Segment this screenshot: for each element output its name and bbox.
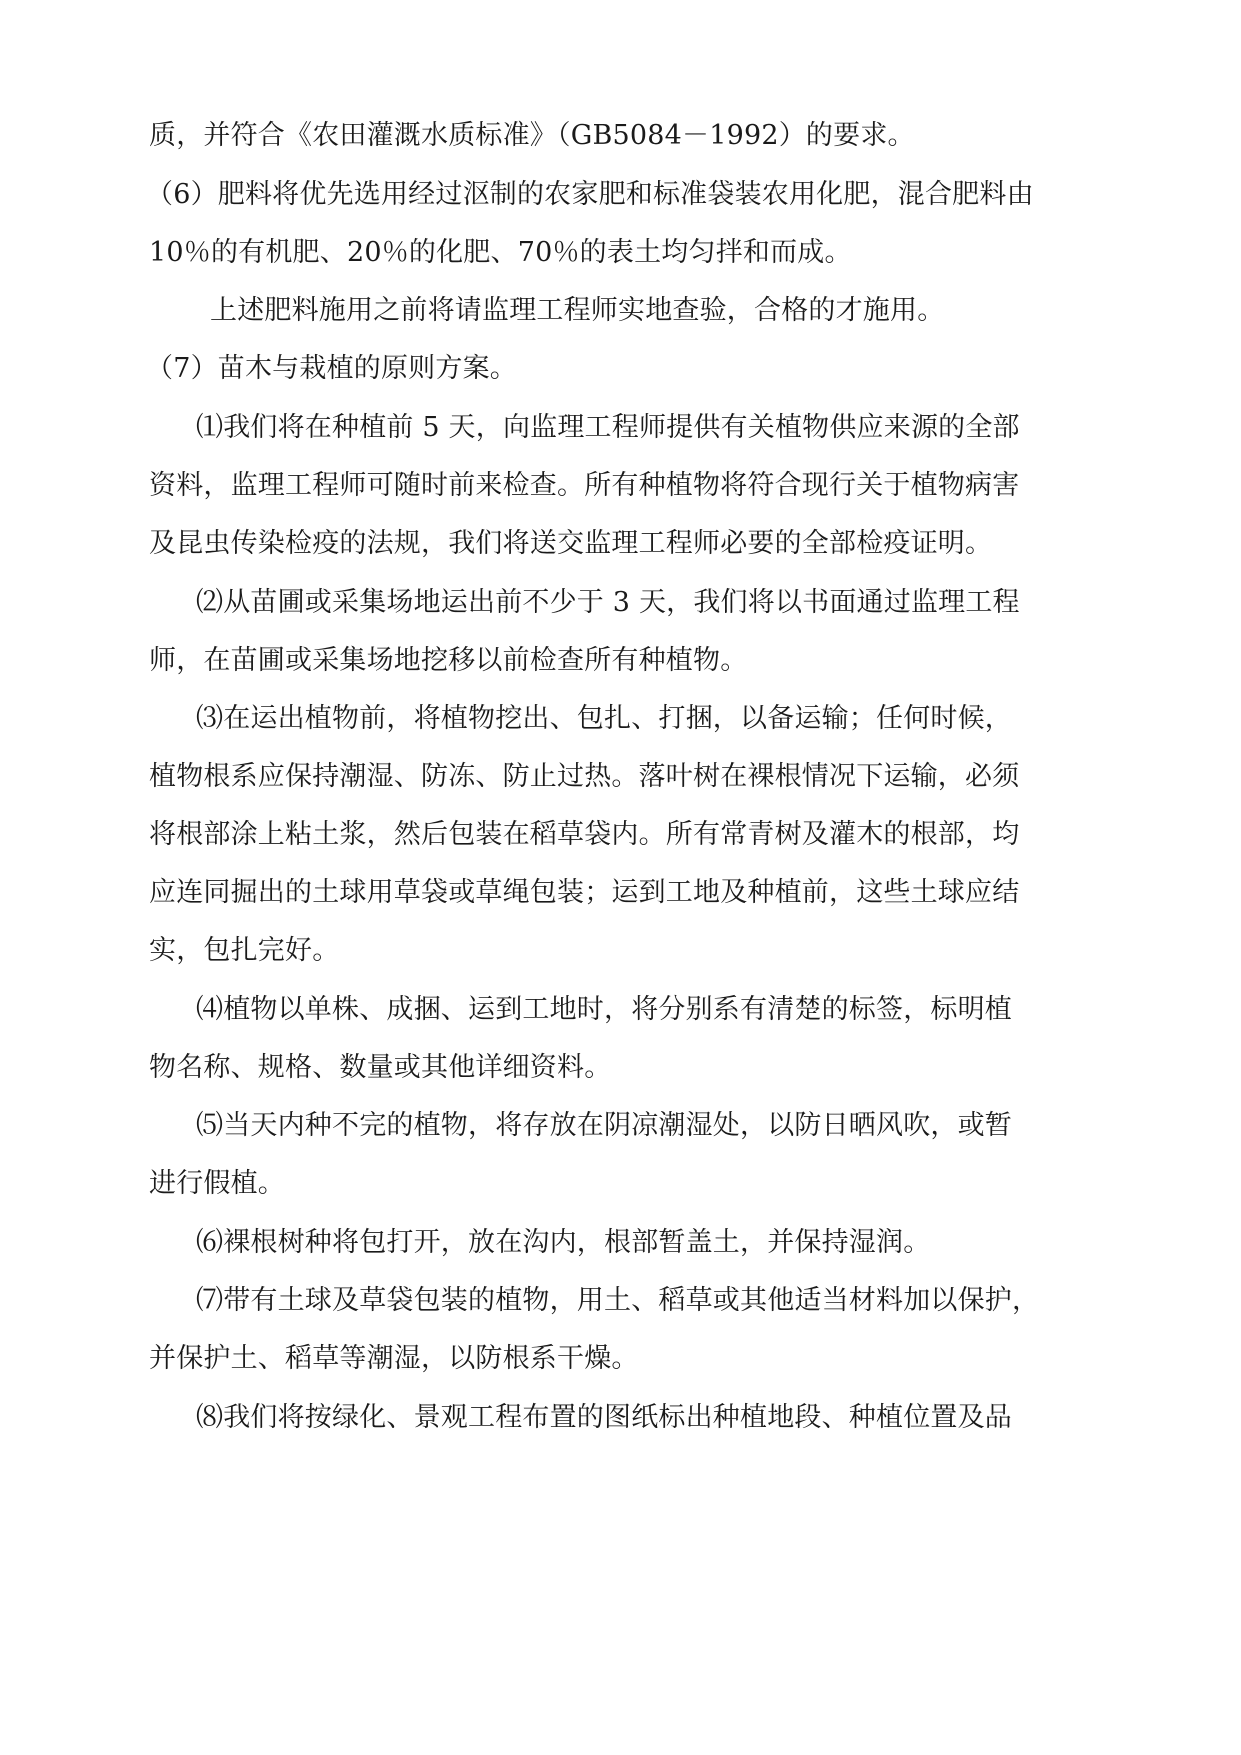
text-line: 植物根系应保持潮湿、防冻、防止过热。落叶树在裸根情况下运输，必须 (149, 761, 1020, 792)
text-line: ⑺带有土球及草袋包装的植物，用土、稻草或其他适当材料加以保护， (196, 1285, 1040, 1316)
text-line: ⑹裸根树种将包打开，放在沟内，根部暂盖土，并保持湿润。 (196, 1227, 931, 1258)
text-line: 并保护土、稻草等潮湿，以防根系干燥。 (149, 1343, 639, 1374)
text-line: ⑸当天内种不完的植物，将存放在阴凉潮湿处，以防日晒风吹，或暂 (196, 1110, 1012, 1141)
text-line: 实，包扎完好。 (149, 935, 340, 966)
text-line: 进行假植。 (149, 1168, 285, 1199)
text-line: 及昆虫传染检疫的法规，我们将送交监理工程师必要的全部检疫证明。 (149, 528, 993, 559)
text-line: 将根部涂上粘土浆，然后包装在稻草袋内。所有常青树及灌木的根部，均 (149, 819, 1020, 850)
text-line: （7）苗木与栽植的原则方案。 (146, 353, 517, 384)
text-line: （6）肥料将优先选用经过沤制的农家肥和标准袋装农用化肥，混合肥料由 (146, 179, 1034, 210)
text-line: 质，并符合《农田灌溉水质标准》（GB5084－1992）的要求。 (149, 120, 915, 151)
text-line: 应连同掘出的土球用草袋或草绳包装；运到工地及种植前，这些土球应结 (149, 877, 1020, 908)
text-line: ⑶在运出植物前，将植物挖出、包扎、打捆，以备运输；任何时候， (196, 703, 1012, 734)
text-line: ⑷植物以单株、成捆、运到工地时，将分别系有清楚的标签，标明植 (196, 994, 1012, 1025)
text-line: ⑴我们将在种植前 5 天，向监理工程师提供有关植物供应来源的全部 (196, 412, 1020, 443)
text-line: 师，在苗圃或采集场地挖移以前检查所有种植物。 (149, 645, 748, 676)
text-line: 上述肥料施用之前将请监理工程师实地查验，合格的才施用。 (210, 295, 945, 326)
text-line: 资料，监理工程师可随时前来检查。所有种植物将符合现行关于植物病害 (149, 470, 1020, 501)
text-line: ⑻我们将按绿化、景观工程布置的图纸标出种植地段、种植位置及品 (196, 1402, 1012, 1433)
text-line: ⑵从苗圃或采集场地运出前不少于 3 天，我们将以书面通过监理工程 (196, 587, 1020, 618)
text-line: 物名称、规格、数量或其他详细资料。 (149, 1052, 612, 1083)
text-line: 10％的有机肥、20％的化肥、70％的表土均匀拌和而成。 (149, 237, 852, 268)
